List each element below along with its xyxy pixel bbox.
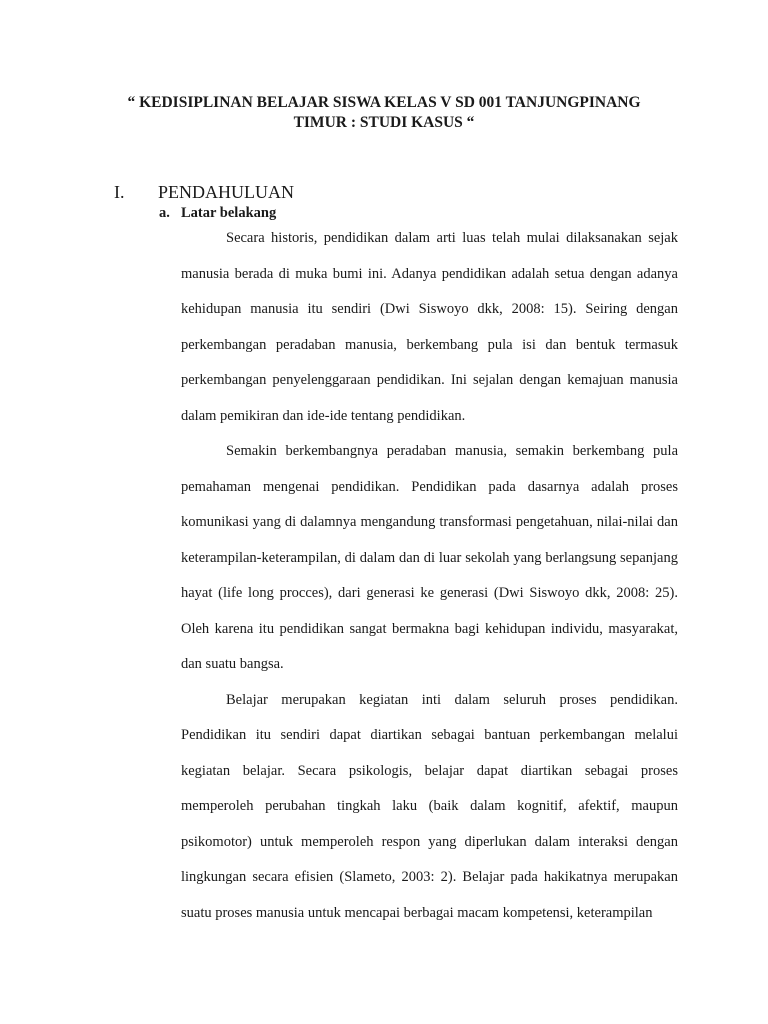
- title-line-2: TIMUR : STUDI KASUS “: [293, 114, 475, 131]
- subsection-letter: a.: [159, 205, 170, 221]
- section-number: I.: [114, 182, 125, 202]
- subsection-heading: [159, 204, 276, 222]
- document-title: [60, 93, 708, 133]
- body-text: [181, 221, 678, 931]
- subsection-title: Latar belakang: [181, 205, 277, 221]
- paragraph: Semakin berkembangnya peradaban manusia, semakin berkembang pula pemahaman mengenai pendidikan. Pendidikan pada dasarnya adalah proses komunikasi yang di dalamnya mengandung transformasi pengetahuan, nilai-nilai dan keterampilan-keterampilan, di dalam dan di luar sekolah yang berlangsung sepanjang hayat (life long procces), dari generasi ke generasi (Dwi Siswoyo dkk, 2008: 25). Oleh karena itu pendidikan sangat bermakna bagi kehidupan individu, masyarakat, dan suatu bangsa.: [181, 443, 678, 672]
- paragraph: Belajar merupakan kegiatan inti dalam seluruh proses pendidikan. Pendidikan itu sendiri dapat diartikan sebagai bantuan perkembangan melalui kegiatan belajar. Secara psikologis, belajar dapat diartikan sebagai proses memperoleh perubahan tingkah laku (baik dalam kognitif, afektif, maupun psikomotor) untuk memperoleh respon yang diperlukan dalam interaksi dengan lingkungan secara efisien (Slameto, 2003: 2). Belajar pada hakikatnya merupakan suatu proses manusia untuk mencapai berbagai macam kompetensi, keterampilan: [181, 691, 678, 921]
- paragraph: Secara historis, pendidikan dalam arti luas telah mulai dilaksanakan sejak manusia berada di muka bumi ini. Adanya pendidikan adalah setua dengan adanya kehidupan manusia itu sendiri (Dwi Siswoyo dkk, 2008: 15). Seiring dengan perkembangan peradaban manusia, berkembang pula isi dan bentuk termasuk perkembangan penyelenggaraan pendidikan. Ini sejalan dengan kemajuan manusia dalam pemikiran dan ide-ide tentang pendidikan.: [181, 230, 678, 424]
- section-title: PENDAHULUAN: [158, 182, 294, 202]
- title-line-1: “ KEDISIPLINAN BELAJAR SISWA KELAS V SD 001 TANJUNGPINANG: [127, 94, 641, 111]
